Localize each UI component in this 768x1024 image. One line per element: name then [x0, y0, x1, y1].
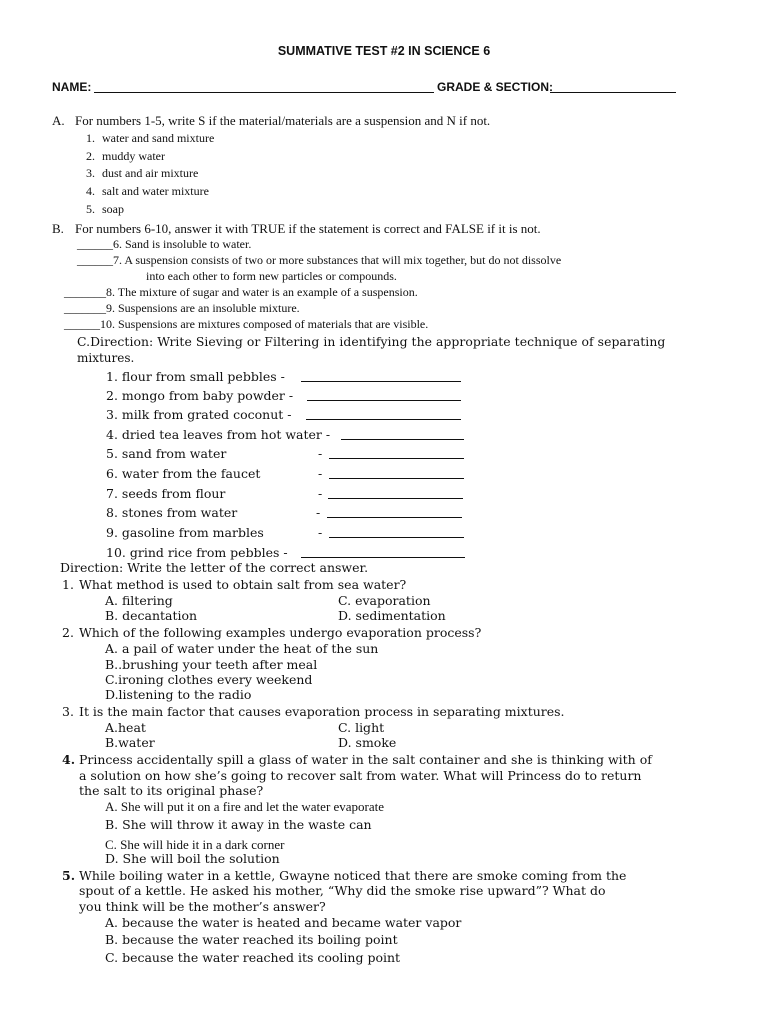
- list-item: [106, 466, 260, 481]
- item-text: muddy water: [102, 149, 165, 163]
- q2-choice-b: B..brushing your teeth after meal: [105, 657, 318, 672]
- tf-item-6: ______6. Sand is insoluble to water.: [77, 237, 252, 251]
- part-a-letter: A.: [52, 113, 65, 128]
- item-text: salt and water mixture: [102, 184, 209, 198]
- item-number: 4.: [106, 427, 118, 442]
- grade-section-label: GRADE & SECTION:: [437, 80, 554, 94]
- item-text: sand from water: [121, 446, 227, 461]
- tf-item-8: _______8. The mixture of sugar and water is an example of a suspension.: [64, 285, 418, 299]
- q1-choice-d: D. sedimentation: [338, 608, 446, 623]
- dash: -: [318, 486, 323, 501]
- item-text: mongo from baby powder -: [121, 388, 294, 403]
- q4-choice-b: B. She will throw it away in the waste can: [105, 817, 372, 832]
- q4-choice-a: [105, 799, 384, 815]
- answer-blank[interactable]: [341, 428, 464, 440]
- q3-choice-b: B.water: [105, 735, 155, 750]
- question-4-line-2: a solution on how she’s going to recover salt from water. What will Princess do to return: [79, 768, 642, 783]
- question-4-number: 4.: [62, 752, 76, 767]
- item-number: 2.: [86, 149, 95, 163]
- answer-blank[interactable]: [329, 467, 464, 479]
- q5-choice-a: A. because the water is heated and became water vapor: [105, 915, 462, 930]
- list-item: [106, 545, 288, 560]
- item-number: 2.: [106, 388, 118, 403]
- part-b-instruction: For numbers 6-10, answer it with TRUE if the statement is correct and FALSE if it is not.: [75, 221, 541, 236]
- answer-blank[interactable]: [329, 526, 464, 538]
- question-2-text: Which of the following examples undergo evaporation process?: [79, 625, 482, 640]
- item-number: 3.: [106, 407, 118, 422]
- question-4-line-1: Princess accidentally spill a glass of water in the salt container and she is thinking with of: [79, 752, 652, 767]
- item-text: dried tea leaves from hot water -: [121, 427, 331, 442]
- list-item: [106, 427, 330, 442]
- item-number: 9.: [106, 525, 118, 540]
- item-text: seeds from flour: [121, 486, 226, 501]
- tf-item-10: ______10. Suspensions are mixtures composed of materials that are visible.: [64, 317, 429, 331]
- q3-choice-a: A.heat: [105, 720, 146, 735]
- name-label: NAME:: [52, 80, 92, 94]
- q5-choice-b: B. because the water reached its boiling point: [105, 932, 398, 947]
- answer-blank[interactable]: [329, 447, 464, 459]
- question-4-line-3: the salt to its original phase?: [79, 783, 264, 798]
- question-1-number: 1.: [62, 577, 74, 592]
- list-item: [86, 202, 124, 217]
- item-number: 1.: [106, 369, 118, 384]
- question-5-line-1: While boiling water in a kettle, Gwayne noticed that there are smoke coming from the: [79, 868, 627, 883]
- tf-item-7-cont: into each other to form new particles or compounds.: [146, 269, 397, 283]
- page-title: SUMMATIVE TEST #2 IN SCIENCE 6: [277, 44, 491, 58]
- question-5-line-3: you think will be the mother’s answer?: [79, 899, 326, 914]
- q3-choice-c: C. light: [338, 720, 385, 735]
- name-blank[interactable]: [94, 80, 434, 93]
- answer-blank[interactable]: [306, 408, 461, 420]
- answer-blank[interactable]: [301, 370, 461, 382]
- item-number: 3.: [86, 166, 95, 180]
- item-text: water from the faucet: [121, 466, 261, 481]
- item-number: 5.: [86, 202, 95, 216]
- item-number: 8.: [106, 505, 118, 520]
- q1-choice-b: B. decantation: [105, 608, 198, 623]
- item-text: water and sand mixture: [102, 131, 215, 145]
- list-item: [86, 166, 198, 181]
- part-c-instruction: C.Direction: Write Sieving or Filtering in identifying the appropriate technique of separating: [77, 334, 666, 349]
- item-number: 7.: [106, 486, 118, 501]
- list-item: [106, 407, 291, 422]
- list-item: [106, 505, 237, 520]
- question-3-text: It is the main factor that causes evaporation process in separating mixtures.: [79, 704, 565, 719]
- item-text: soap: [102, 202, 124, 216]
- list-item: [106, 446, 226, 461]
- item-text: stones from water: [121, 505, 238, 520]
- q2-choice-d: D.listening to the radio: [105, 687, 252, 702]
- list-item: [86, 131, 214, 146]
- q2-choice-a: A. a pail of water under the heat of the sun: [105, 641, 379, 656]
- item-text: gasoline from marbles: [121, 525, 264, 540]
- part-d-instruction: Direction: Write the letter of the correct answer.: [60, 560, 369, 575]
- q4-choice-d: D. She will boil the solution: [105, 851, 280, 866]
- item-number: 10.: [106, 545, 126, 560]
- answer-blank[interactable]: [301, 546, 465, 558]
- list-item: [106, 369, 285, 384]
- q1-choice-a: A. filtering: [105, 593, 173, 608]
- list-item: [86, 184, 209, 199]
- q2-choice-c: C.ironing clothes every weekend: [105, 672, 313, 687]
- answer-blank[interactable]: [327, 506, 462, 518]
- item-number: 6.: [106, 466, 118, 481]
- dash: -: [318, 466, 323, 481]
- q3-choice-d: D. smoke: [338, 735, 397, 750]
- list-item: [106, 525, 264, 540]
- q1-choice-c: C. evaporation: [338, 593, 431, 608]
- part-a-instruction: For numbers 1-5, write S if the material/materials are a suspension and N if not.: [75, 113, 491, 128]
- grade-section-blank[interactable]: [550, 80, 676, 93]
- dash: -: [318, 446, 323, 461]
- item-text: grind rice from pebbles -: [129, 545, 288, 560]
- part-c-instruction-cont: mixtures.: [77, 351, 135, 365]
- item-text: dust and air mixture: [102, 166, 199, 180]
- tf-item-7: ______7. A suspension consists of two or more substances that will mix together, but do not dissolve: [77, 253, 562, 267]
- answer-blank[interactable]: [307, 389, 461, 401]
- q5-choice-c: C. because the water reached its cooling point: [105, 950, 401, 965]
- item-text: flour from small pebbles -: [121, 369, 285, 384]
- list-item: [86, 149, 165, 164]
- question-3-number: 3.: [62, 704, 74, 719]
- part-b-letter: B.: [52, 221, 64, 236]
- item-number: 5.: [106, 446, 118, 461]
- question-2-number: 2.: [62, 625, 74, 640]
- item-number: 1.: [86, 131, 95, 145]
- question-5-line-2: spout of a kettle. He asked his mother, “Why did the smoke rise upward”? What do: [79, 883, 606, 898]
- question-1-text: What method is used to obtain salt from sea water?: [79, 577, 407, 592]
- question-5-number: 5.: [62, 868, 76, 883]
- choice-text: C. She will hide it in a dark corner: [105, 837, 285, 852]
- tf-item-9: _______9. Suspensions are an insoluble mixture.: [64, 301, 300, 315]
- answer-blank[interactable]: [328, 487, 463, 499]
- dash: -: [318, 525, 323, 540]
- choice-text: A. She will put it on a fire and let the water evaporate: [105, 799, 385, 814]
- item-number: 4.: [86, 184, 95, 198]
- dash: -: [316, 505, 321, 520]
- item-text: milk from grated coconut -: [121, 407, 292, 422]
- list-item: [106, 486, 225, 501]
- list-item: [106, 388, 293, 403]
